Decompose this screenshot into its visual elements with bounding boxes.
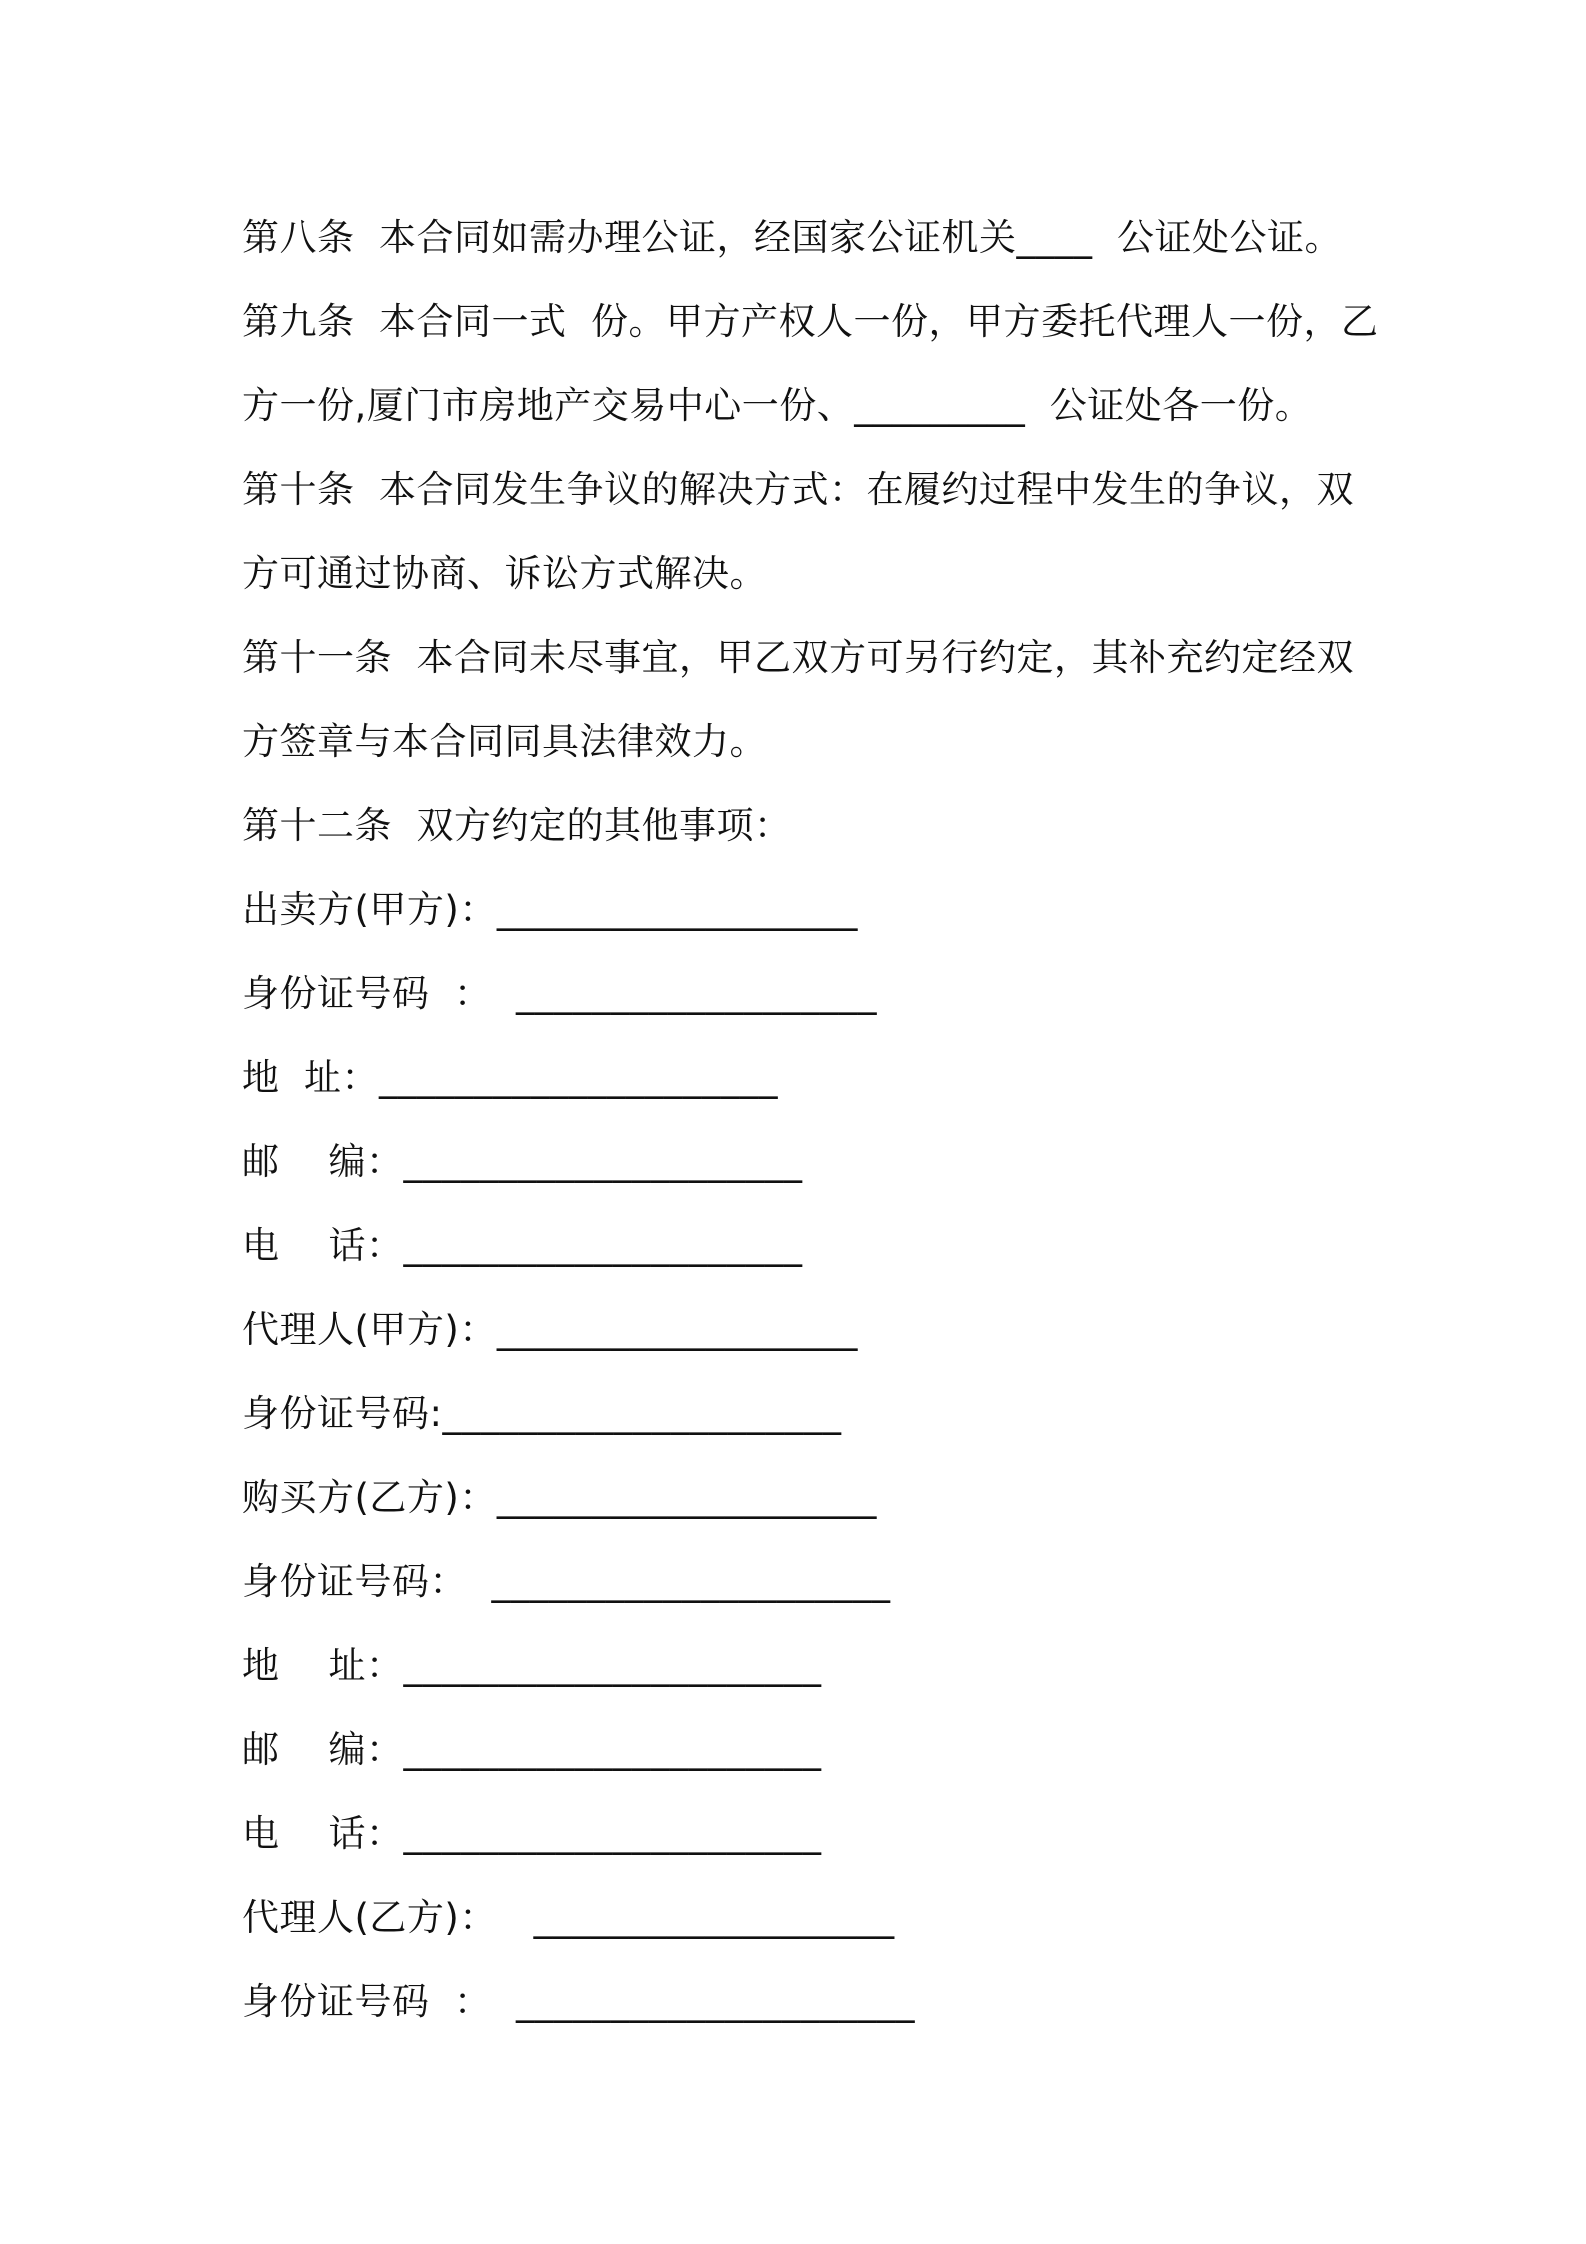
seller-field: 出卖方(甲方)：___________________ — [242, 888, 858, 931]
article-9-line-2: 方一份,厦门市房地产交易中心一份、_________ 公证处各一份。 — [242, 384, 1313, 427]
article-10-line-2: 方可通过协商、诉讼方式解决。 — [242, 552, 767, 595]
document-body — [242, 196, 1379, 2044]
seller-phone-field: 电 话：_____________________ — [242, 1224, 803, 1267]
seller-postcode-field: 邮 编：_____________________ — [242, 1140, 803, 1183]
article-10-line-1: 第十条 本合同发生争议的解决方式：在履约过程中发生的争议，双 — [242, 468, 1355, 511]
seller-address-field: 地 址：_____________________ — [242, 1056, 779, 1099]
article-9-line-1: 第九条 本合同一式 份。甲方产权人一份，甲方委托代理人一份，乙 — [242, 300, 1379, 343]
buyer-address-field: 地 址：______________________ — [242, 1644, 822, 1687]
buyer-agent-id-field: 身份证号码 ： _____________________ — [242, 1980, 916, 2023]
article-8: 第八条 本合同如需办理公证，经国家公证机关____ 公证处公证。 — [242, 216, 1343, 259]
buyer-id-field: 身份证号码： _____________________ — [242, 1560, 891, 1603]
buyer-postcode-field: 邮 编：______________________ — [242, 1728, 822, 1771]
buyer-agent-field: 代理人(乙方)： ___________________ — [242, 1896, 895, 1939]
buyer-field: 购买方(乙方)：____________________ — [242, 1476, 877, 1519]
seller-agent-id-field: 身份证号码:_____________________ — [242, 1392, 842, 1435]
seller-agent-field: 代理人(甲方)：___________________ — [242, 1308, 858, 1351]
buyer-phone-field: 电 话：______________________ — [242, 1812, 822, 1855]
seller-id-field: 身份证号码 ： ___________________ — [242, 972, 878, 1015]
article-11-line-2: 方签章与本合同同具法律效力。 — [242, 720, 767, 763]
article-12: 第十二条 双方约定的其他事项： — [242, 804, 792, 847]
article-11-line-1: 第十一条 本合同未尽事宜，甲乙双方可另行约定，其补充约定经双 — [242, 636, 1355, 679]
